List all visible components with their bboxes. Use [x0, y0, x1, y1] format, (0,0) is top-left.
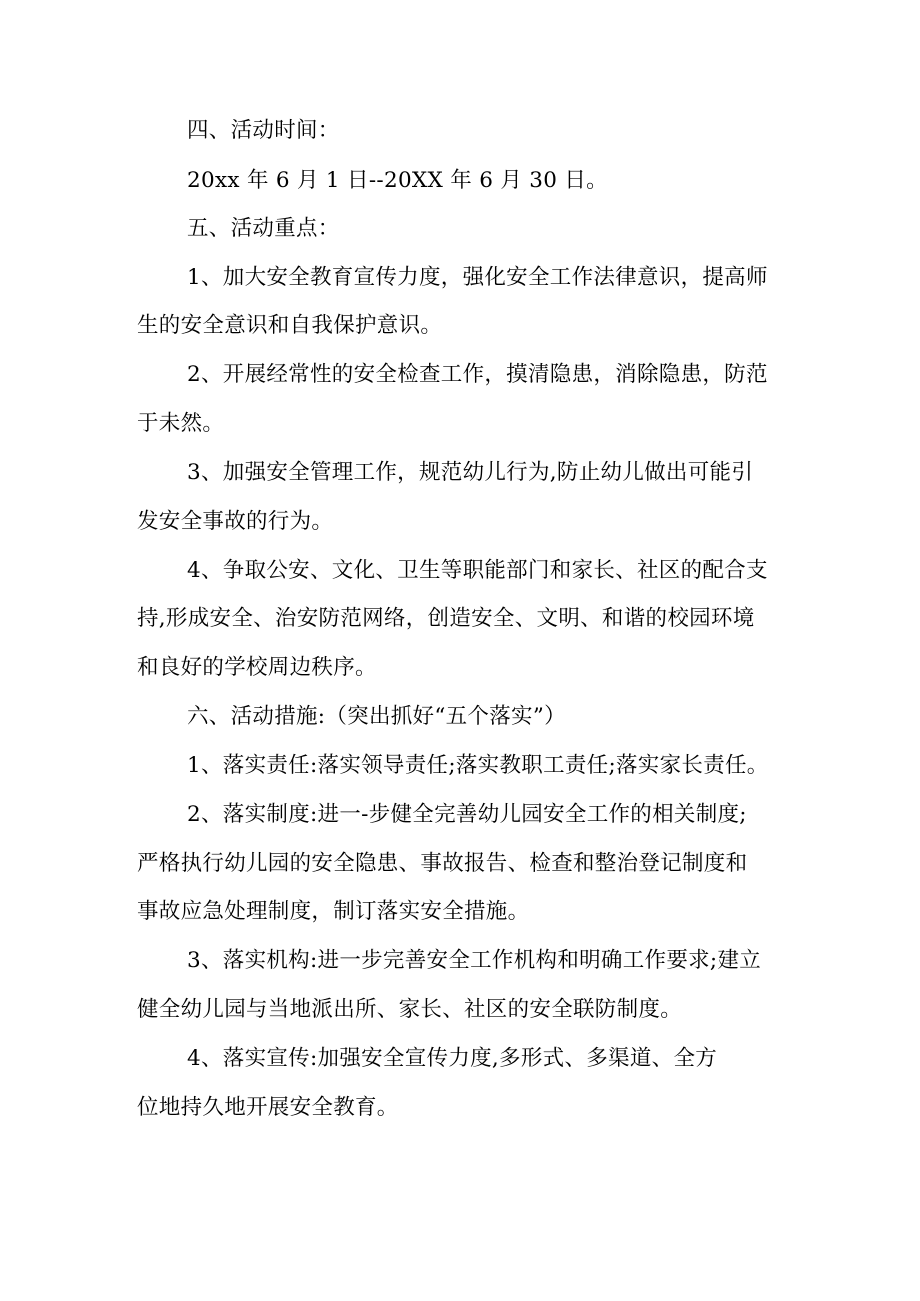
focus-item-3-line-2: 发安全事故的行为。: [137, 509, 334, 534]
focus-item-3-line-1: 3、加强安全管理工作，规范幼儿行为,防止幼儿做出可能引: [187, 460, 754, 485]
focus-item-4-line-2: 持,形成安全、治安防范网络，创造安全、文明、和谐的校园环境: [137, 606, 755, 631]
measure-item-2-line-2: 严格执行幼儿园的安全隐患、事故报告、检查和整治登记制度和: [137, 851, 748, 876]
focus-item-2-line-1: 2、开展经常性的安全检查工作，摸清隐患，消除隐患，防范: [187, 362, 768, 387]
section-heading-activity-measures: 六、活动措施:（突出抓好“五个落实”）: [187, 704, 566, 729]
measure-item-4-line-2: 位地持久地开展安全教育。: [137, 1095, 399, 1120]
measure-item-1: 1、落实责任:落实领导责任;落实教职工责任;落实家长责任。: [187, 753, 769, 778]
section-heading-activity-focus: 五、活动重点：: [187, 216, 340, 241]
measure-item-2-line-3: 事故应急处理制度，制订落实安全措施。: [137, 899, 530, 924]
activity-date-range: 20xx 年 6 月 1 日--20XX 年 6 月 30 日。: [187, 168, 608, 193]
focus-item-1-line-1: 1、加大安全教育宣传力度，强化安全工作法律意识，提高师: [187, 265, 768, 290]
section-heading-activity-time: 四、活动时间：: [187, 118, 340, 143]
focus-item-4-line-3: 和良好的学校周边秩序。: [137, 655, 377, 680]
focus-item-4-line-1: 4、争取公安、文化、卫生等职能部门和家长、社区的配合支: [187, 558, 768, 583]
measure-item-3-line-2: 健全幼儿园与当地派出所、家长、社区的安全联防制度。: [137, 997, 683, 1022]
measure-item-2-line-1: 2、落实制度:进一-步健全完善幼儿园安全工作的相关制度;: [187, 802, 747, 827]
measure-item-4-line-1: 4、落实宣传:加强安全宣传力度,多形式、多渠道、全方: [187, 1046, 718, 1071]
measure-item-3-line-1: 3、落实机构:进一步完善安全工作机构和明确工作要求;建立: [187, 948, 762, 973]
focus-item-1-line-2: 生的安全意识和自我保护意识。: [137, 313, 443, 338]
focus-item-2-line-2: 于未然。: [137, 411, 225, 436]
